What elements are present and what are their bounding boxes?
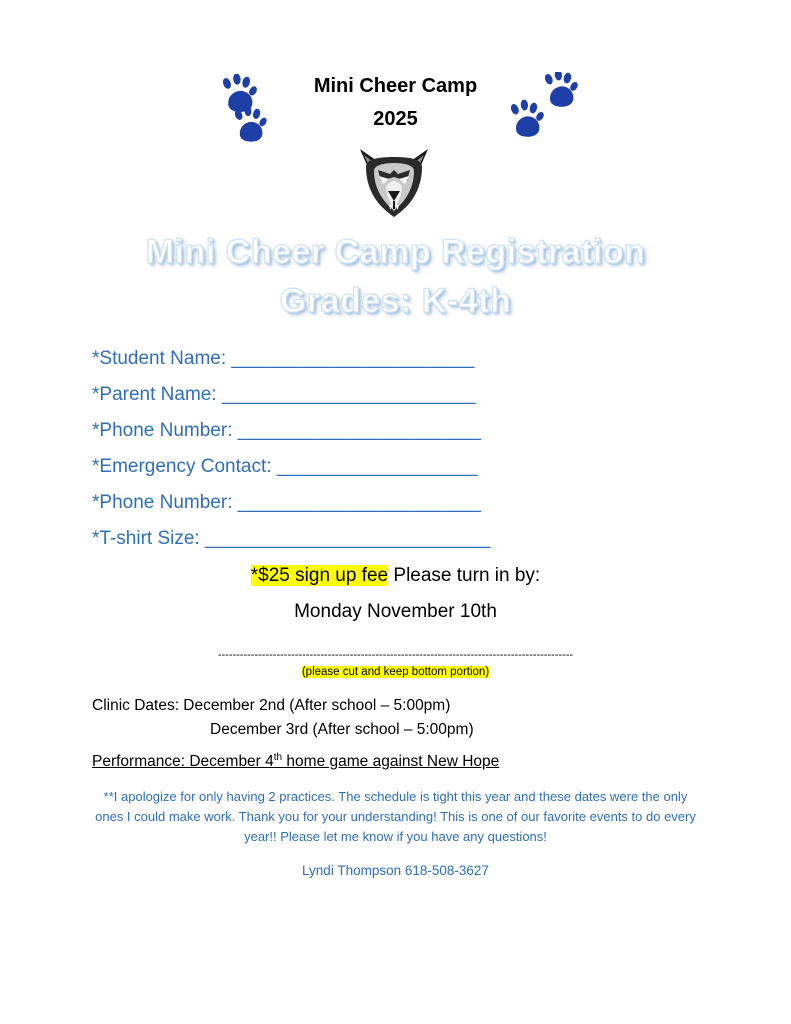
field-blank-line[interactable]: _______________________ xyxy=(237,419,481,441)
camp-title: Mini Cheer Camp xyxy=(313,75,478,97)
form-row-phone-number-1 xyxy=(92,421,791,440)
field-blank-line[interactable]: ________________________ xyxy=(221,383,476,405)
field-label: *Student Name: xyxy=(92,347,227,369)
form-row-student-name xyxy=(92,349,791,368)
form-row-emergency-contact xyxy=(92,457,791,476)
field-blank-line[interactable]: ___________________________ xyxy=(204,527,491,549)
performance-text xyxy=(92,753,499,770)
form-row-tshirt-size xyxy=(92,529,791,548)
field-label: *Phone Number: xyxy=(92,419,233,441)
performance-line xyxy=(0,752,791,771)
form-row-parent-name xyxy=(92,385,791,404)
form-row-phone-number-2 xyxy=(92,493,791,512)
registration-heading-line2: Grades: K-4th xyxy=(279,282,512,321)
clinic-date-line-1: Clinic Dates: December 2nd (After school – 5:00pm) xyxy=(92,696,451,714)
paw-print-icon-left xyxy=(208,74,278,159)
camp-year: 2025 xyxy=(373,108,418,130)
header-block xyxy=(0,0,791,228)
registration-form-fields xyxy=(0,349,791,548)
field-blank-line[interactable]: _______________________ xyxy=(237,491,481,513)
field-blank-line[interactable]: _______________________ xyxy=(231,347,475,369)
paw-print-icon-right xyxy=(510,72,586,161)
performance-prefix: Performance: December 4 xyxy=(92,752,274,770)
fee-highlight: *$25 sign up fee xyxy=(250,564,389,586)
fee-line xyxy=(0,565,791,587)
registration-heading-line1: Mini Cheer Camp Registration xyxy=(145,233,646,271)
clinic-date-line-2: December 3rd (After school – 5:00pm) xyxy=(210,720,474,738)
performance-ordinal-suffix: th xyxy=(273,751,283,763)
cut-note xyxy=(0,666,791,678)
apology-note: **I apologize for only having 2 practices. The schedule is tight this year and these dates were the only ones I could make work. Thank you for your understanding! This is one of our favorite events to do every year!! Please let me know if you have any questions! xyxy=(95,788,696,845)
field-label: *Phone Number: xyxy=(92,491,233,513)
registration-heading xyxy=(0,228,791,327)
cut-note-text: (please cut and keep bottom portion) xyxy=(301,665,490,678)
coach-signature: Lyndi Thompson 618-508-3627 xyxy=(302,863,489,879)
clinic-dates-block xyxy=(0,694,791,742)
field-label: *T-shirt Size: xyxy=(92,527,200,549)
performance-suffix: home game against New Hope xyxy=(282,752,500,770)
field-blank-line[interactable]: ___________________ xyxy=(276,455,478,477)
fee-instruction: Please turn in by: xyxy=(388,564,541,586)
due-date: Monday November 10th xyxy=(294,600,497,622)
field-label: *Parent Name: xyxy=(92,383,217,405)
cut-divider: ------------------------------------------------------------------------------------------------- xyxy=(217,648,574,661)
field-label: *Emergency Contact: xyxy=(92,455,272,477)
wolf-mascot-icon xyxy=(350,143,438,223)
